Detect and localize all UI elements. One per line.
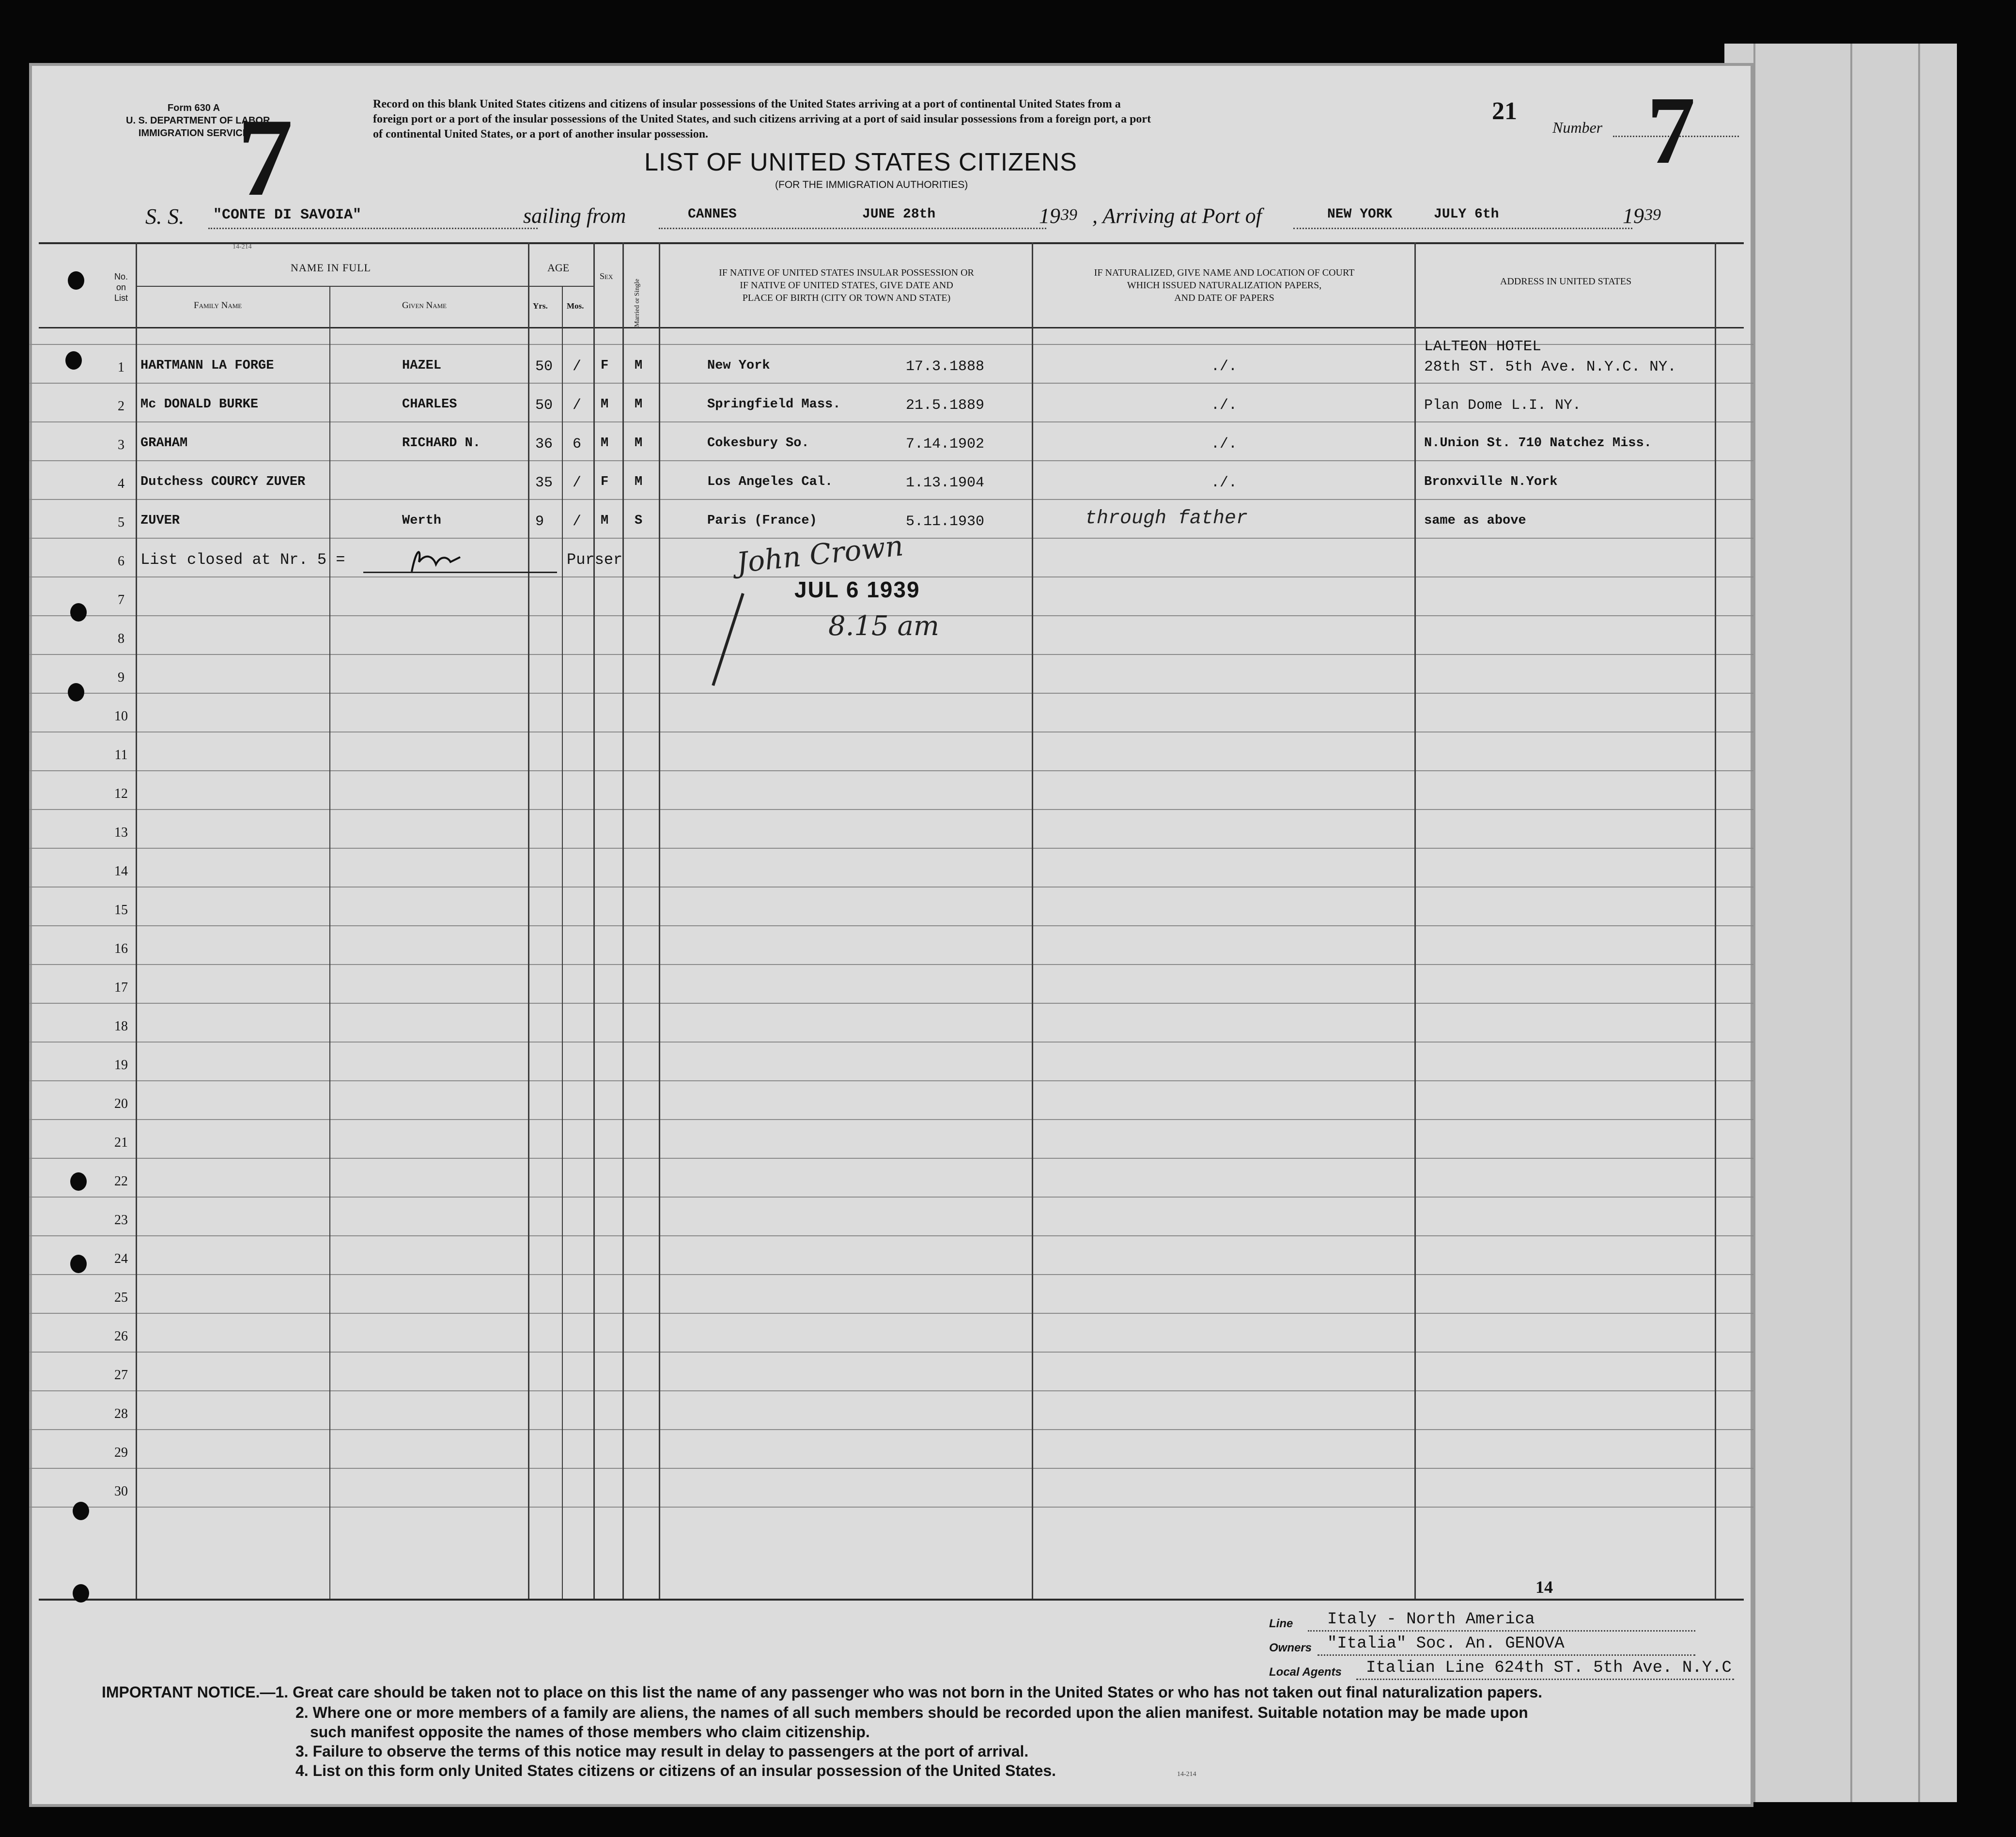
row-rule [29, 1274, 1753, 1275]
service: IMMIGRATION SERVICE [138, 128, 249, 139]
name-header-rule [136, 286, 593, 287]
notice-item-3: 3. Failure to observe the terms of this notice may result in delay to passengers at the port of arrival. [295, 1743, 1029, 1760]
row-rule [29, 848, 1753, 849]
row-number: 26 [114, 1329, 128, 1344]
column-rule [1715, 242, 1716, 1599]
sex-header: Sex [600, 271, 613, 281]
row-number: 1 [118, 360, 124, 375]
notice-title-text: IMPORTANT NOTICE. [102, 1683, 260, 1701]
notice-item-1: —1. Great care should be taken not to place on this list the name of any passenger who was not born in the United States or who has not taken out final naturalization papers. [260, 1683, 1543, 1701]
sex-cell: F [601, 475, 609, 489]
row-rule [29, 1158, 1753, 1159]
underlying-column-rule [1850, 44, 1870, 1802]
arrival-port: NEW YORK [1327, 207, 1393, 222]
native-header [661, 266, 1032, 304]
family-name-cell: GRAHAM [140, 436, 188, 451]
inspector-signature: John Crown [735, 529, 905, 579]
row-number: 14 [114, 864, 128, 879]
inspection-time: 8.15 am [828, 610, 939, 642]
row-number: 4 [118, 476, 124, 491]
manifest-sheet [29, 63, 1753, 1807]
sex-cell: M [601, 436, 609, 451]
married-single-header: Married or Single [634, 279, 641, 327]
family-name-header: Family Name [194, 300, 242, 311]
column-rule [528, 242, 529, 1599]
age-years-cell: 50 [535, 358, 553, 375]
punch-hole [73, 1502, 89, 1520]
form-subtitle: (FOR THE IMMIGRATION AUTHORITIES) [775, 179, 968, 190]
naturalization-cell: ./. [1211, 397, 1238, 414]
age-months-cell: 6 [573, 436, 582, 452]
owners-value: "Italia" Soc. An. GENOVA [1327, 1635, 1565, 1653]
row-number: 3 [118, 437, 124, 452]
arrival-date: JULY 6th [1434, 207, 1499, 222]
departure-year: 39 [1061, 206, 1077, 224]
row-number: 18 [114, 1019, 128, 1034]
row-number: 25 [114, 1290, 128, 1305]
header-line: No. [114, 272, 128, 281]
departure-port: CANNES [688, 207, 737, 222]
row-number: 7 [118, 592, 124, 607]
departure-date: JUNE 28th [862, 207, 936, 222]
age-years-cell: 9 [535, 514, 544, 530]
instructions-line: of continental United States, or a port of another insular possession. [373, 128, 709, 140]
header-line: AND DATE OF PAPERS [1174, 293, 1274, 303]
address-cell: Plan Dome L.I. NY. [1424, 397, 1582, 414]
arrival-year-prefix: 19 [1623, 204, 1644, 228]
naturalization-cell: ./. [1211, 436, 1238, 452]
row-rule [29, 460, 1753, 461]
purser-label: Purser [567, 551, 623, 569]
age-months-cell: / [573, 397, 582, 414]
row-number: 17 [114, 980, 128, 995]
row-rule [29, 1080, 1753, 1081]
row-rule [29, 1352, 1753, 1353]
sailing-from-label: sailing from [523, 204, 626, 228]
punch-hole [70, 1255, 87, 1273]
row-number: 19 [114, 1058, 128, 1073]
birth-date-cell: 17.3.1888 [906, 358, 985, 375]
agents-underline [1356, 1679, 1734, 1680]
owners-label: Owners [1269, 1641, 1312, 1654]
marital-status-cell: M [635, 475, 643, 489]
birth-place-cell: Paris (France) [707, 514, 817, 528]
birth-place-cell: Los Angeles Cal. [707, 475, 833, 489]
row-rule [29, 421, 1753, 422]
marital-status-cell: M [635, 436, 643, 451]
row-number: 29 [114, 1445, 128, 1460]
age-months-cell: / [573, 358, 582, 375]
row-rule [29, 1042, 1753, 1043]
ship-underline [208, 228, 538, 229]
form-number: Form 630 A [167, 103, 220, 113]
age-years-cell: 36 [535, 436, 553, 452]
row-number: 8 [118, 631, 124, 646]
header-line: WHICH ISSUED NATURALIZATION PAPERS, [1127, 280, 1322, 291]
birth-date-cell: 21.5.1889 [906, 397, 985, 414]
arrival-underline [1293, 228, 1632, 229]
header-line: IF NATURALIZED, GIVE NAME AND LOCATION OF COURT [1094, 267, 1355, 278]
marital-status-cell: S [635, 514, 643, 528]
birth-date-cell: 1.13.1904 [906, 475, 985, 491]
punch-hole [70, 1172, 87, 1191]
punch-hole [70, 603, 87, 622]
instructions-block [373, 97, 1151, 142]
no-on-list-header [102, 271, 140, 303]
column-rule [1032, 242, 1033, 1599]
row-number: 12 [114, 786, 128, 801]
purser-signature-mark [407, 543, 465, 576]
age-header: AGE [547, 262, 570, 274]
department: U. S. DEPARTMENT OF LABOR [126, 115, 270, 126]
underlying-column-rule [1753, 44, 1773, 1802]
purser-signature [407, 543, 465, 583]
row-rule [29, 1507, 1753, 1508]
row-number: 11 [114, 747, 128, 763]
address-header: ADDRESS IN UNITED STATES [1500, 276, 1632, 287]
page-count: 14 [1535, 1577, 1553, 1597]
footer-print-code: 14-214 [1177, 1771, 1196, 1778]
row-number: 6 [118, 554, 124, 569]
column-rule [659, 242, 660, 1599]
header-line: on [116, 282, 126, 292]
agents-value: Italian Line 624th ST. 5th Ave. N.Y.C [1366, 1659, 1732, 1677]
row-rule [29, 383, 1753, 384]
row-rule [29, 809, 1753, 810]
given-name-cell: Werth [402, 514, 442, 528]
number-label: Number [1552, 119, 1603, 136]
underlying-column-rule [1918, 44, 1938, 1802]
years-header: Yrs. [533, 301, 548, 311]
address-cell: N.Union St. 710 Natchez Miss. [1424, 436, 1652, 451]
family-name-cell: Dutchess COURCY ZUVER [140, 475, 306, 489]
family-name-cell: ZUVER [140, 514, 180, 528]
instructions-line: Record on this blank United States citizens and citizens of insular possessions of the United States arriving at a port of continental United States from a [373, 98, 1121, 110]
row-rule [29, 693, 1753, 694]
row-number: 22 [114, 1174, 128, 1189]
age-months-cell: / [573, 475, 582, 491]
naturalization-cell: ./. [1211, 358, 1238, 375]
big-list-number: 7 [237, 95, 293, 219]
age-months-cell: / [573, 514, 582, 530]
row-rule [29, 1235, 1753, 1236]
table-top-rule [39, 242, 1744, 244]
table-header-rule [39, 327, 1744, 328]
departure-underline [659, 228, 1046, 229]
row-number: 15 [114, 903, 128, 918]
arriving-label: , Arriving at Port of [1092, 204, 1262, 228]
row-number: 13 [114, 825, 128, 840]
notice-item-2-cont: such manifest opposite the names of those members who claim citizenship. [310, 1723, 870, 1741]
punch-hole [68, 683, 84, 701]
form-title: LIST OF UNITED STATES CITIZENS [644, 148, 1077, 176]
row-number: 24 [114, 1251, 128, 1266]
row-number: 20 [114, 1096, 128, 1111]
birth-place-cell: New York [707, 358, 770, 373]
departure-year-prefix: 19 [1039, 204, 1060, 228]
sheet-count: 21 [1492, 97, 1517, 125]
header-line: IF NATIVE OF UNITED STATES INSULAR POSSESSION OR [719, 267, 974, 278]
line-label: Line [1269, 1617, 1293, 1630]
notice-item-4: 4. List on this form only United States citizens or citizens of an insular possession of the United States. [295, 1762, 1056, 1779]
naturalized-header [1034, 266, 1414, 304]
arrival-year: 39 [1644, 206, 1661, 224]
row-rule [29, 1390, 1753, 1391]
small-print-code: 14-214 [233, 243, 252, 250]
punch-hole [65, 351, 82, 370]
naturalization-cell: ./. [1211, 475, 1238, 491]
age-years-cell: 50 [535, 397, 553, 414]
line-value: Italy - North America [1327, 1610, 1535, 1629]
table-bottom-rule [39, 1599, 1744, 1601]
underlying-page [1724, 44, 1957, 1802]
row-number: 28 [114, 1406, 128, 1421]
given-name-header: Given Name [402, 300, 447, 311]
header-line: IF NATIVE OF UNITED STATES, GIVE DATE AND [740, 280, 953, 291]
line-underline [1308, 1630, 1695, 1632]
row-rule [29, 1119, 1753, 1120]
list-closed-text: List closed at Nr. 5 = [140, 551, 345, 569]
owners-underline [1318, 1654, 1695, 1656]
sex-cell: M [601, 514, 609, 528]
column-rule [1414, 242, 1416, 1599]
row-number: 9 [118, 670, 124, 685]
row-number: 5 [118, 515, 124, 530]
ship-name: "CONTE DI SAVOIA" [213, 207, 362, 223]
row-rule [29, 770, 1753, 771]
row-number: 10 [114, 709, 128, 724]
marital-status-cell: M [635, 397, 643, 412]
notice-title [102, 1683, 1542, 1701]
row-number: 27 [114, 1368, 128, 1383]
header-line: List [114, 293, 128, 303]
row-number: 23 [114, 1213, 128, 1228]
age-years-cell: 35 [535, 475, 553, 491]
address-cell: Bronxville N.York [1424, 475, 1558, 489]
marital-status-cell: M [635, 358, 643, 373]
sex-cell: F [601, 358, 609, 373]
row-rule [29, 499, 1753, 500]
row-number: 16 [114, 941, 128, 956]
name-in-full-header: NAME IN FULL [291, 262, 371, 274]
punch-hole [73, 1584, 89, 1603]
address-cell: same as above [1424, 514, 1526, 528]
row-rule [29, 1003, 1753, 1004]
column-rule [593, 242, 595, 1599]
birth-place-cell: Springfield Mass. [707, 397, 841, 412]
row-rule [29, 1429, 1753, 1430]
naturalization-cell: through father [1085, 508, 1248, 529]
row-rule [29, 1197, 1753, 1198]
birth-place-cell: Cokesbury So. [707, 436, 809, 451]
birth-date-cell: 5.11.1930 [906, 514, 985, 530]
address-line: LALTEON HOTEL [1424, 338, 1541, 355]
given-name-cell: CHARLES [402, 397, 457, 412]
row-number: 30 [114, 1484, 128, 1499]
row-rule [29, 654, 1753, 655]
row-number: 21 [114, 1135, 128, 1150]
notice-item-2: 2. Where one or more members of a family are aliens, the names of all such members should be recorded upon the alien manifest. Suitable notation may be made upon [295, 1704, 1528, 1721]
row-number: 2 [118, 399, 124, 414]
ss-label: S. S. [145, 204, 185, 229]
agents-label: Local Agents [1269, 1666, 1342, 1679]
family-name-cell: Mc DONALD BURKE [140, 397, 259, 412]
punch-hole [68, 271, 84, 290]
number-value: 7 [1647, 77, 1695, 184]
column-rule [622, 242, 624, 1599]
inspection-stamp-date: JUL 6 1939 [794, 577, 920, 602]
column-rule [562, 286, 563, 1599]
birth-date-cell: 7.14.1902 [906, 436, 985, 452]
sex-cell: M [601, 397, 609, 412]
instructions-line: foreign port or a port of the insular possessions of the United States, and such citizens arriving at a port of said insular possessions from a foreign port, a port [373, 113, 1151, 125]
row-rule [29, 1313, 1753, 1314]
row-rule [29, 964, 1753, 965]
family-name-cell: HARTMANN LA FORGE [140, 358, 274, 373]
column-rule [329, 286, 330, 1599]
given-name-cell: RICHARD N. [402, 436, 481, 451]
address-cell: 28th ST. 5th Ave. N.Y.C. NY. [1424, 358, 1676, 375]
row-rule [29, 1468, 1753, 1469]
header-line: PLACE OF BIRTH (CITY OR TOWN AND STATE) [742, 293, 951, 303]
given-name-cell: HAZEL [402, 358, 442, 373]
months-header: Mos. [567, 301, 584, 311]
signature-stroke [712, 593, 744, 686]
row-rule [29, 925, 1753, 926]
